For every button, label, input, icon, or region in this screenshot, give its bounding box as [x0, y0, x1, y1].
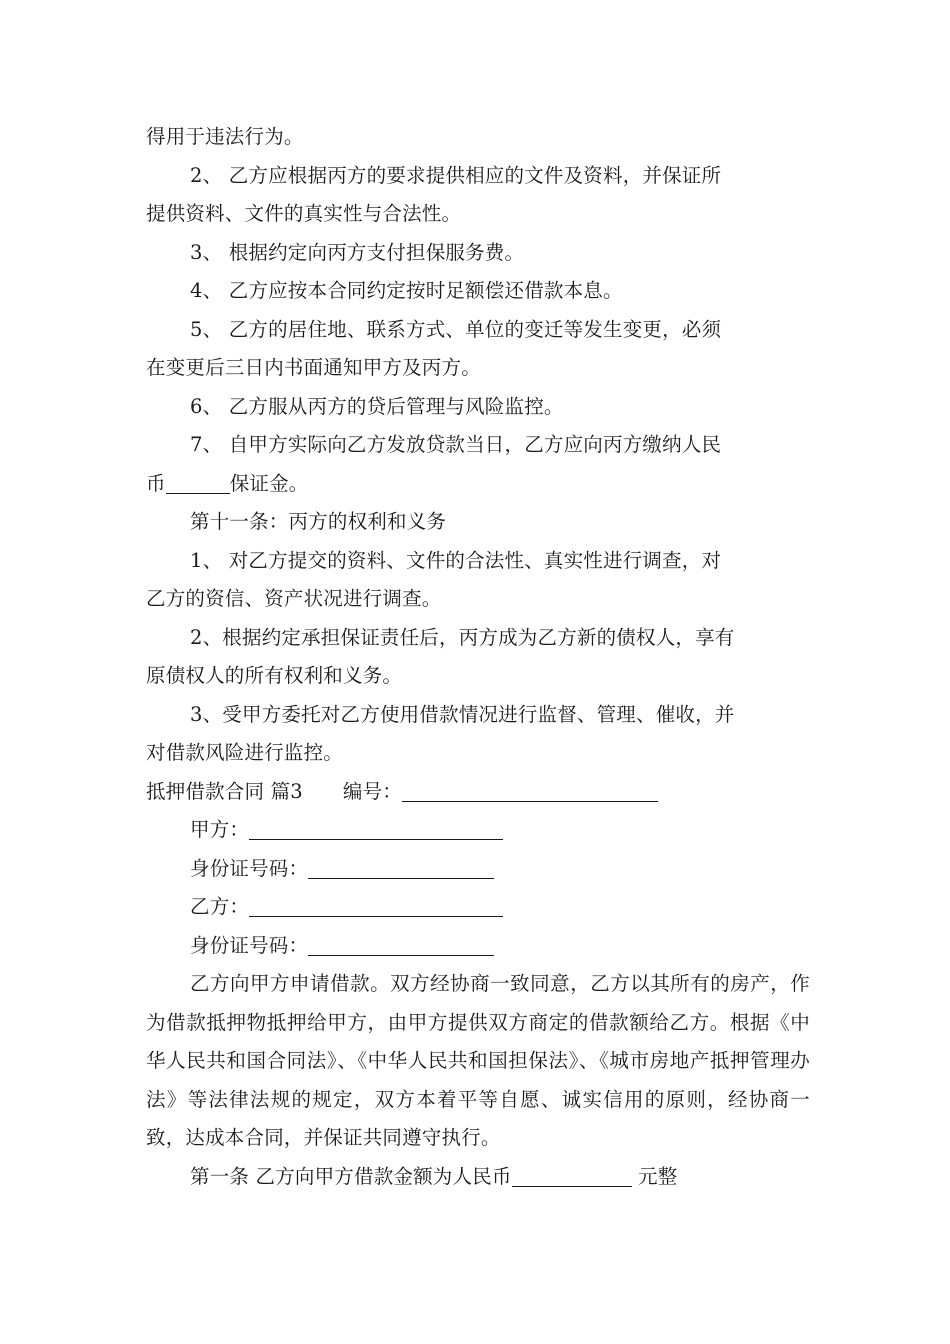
id-b-blank[interactable] [308, 933, 494, 956]
document-body [146, 118, 810, 1196]
party-b-row [146, 888, 810, 927]
clause-6: 6、 乙方服从丙方的贷后管理与风险监控。 [190, 394, 564, 418]
text-line: 原债权人的所有权利和义务。 [146, 664, 403, 687]
article-11-clause-2: 2、根据约定承担保证责任后，丙方成为乙方新的债权人，享有 [190, 625, 735, 649]
clause-5: 5、 乙方的居住地、联系方式、单位的变迁等发生变更，必须 [190, 317, 722, 341]
party-a-label: 甲方： [190, 818, 250, 841]
party-b-blank[interactable] [249, 894, 503, 917]
clause-3: 3、 根据约定向丙方支付担保服务费。 [190, 240, 525, 264]
party-b-label: 乙方： [190, 895, 250, 918]
id-a-row [146, 850, 810, 889]
loan-amount-blank[interactable] [512, 1164, 632, 1187]
id-b-row [146, 927, 810, 966]
party-a-blank[interactable] [249, 817, 503, 840]
id-b-label: 身份证号码： [190, 933, 309, 957]
contract-number-blank[interactable] [402, 779, 658, 802]
text-line: 对借款风险进行监控。 [146, 741, 344, 764]
article-11-clause-1: 1、 对乙方提交的资料、文件的合法性、真实性进行调查，对 [190, 548, 722, 572]
id-a-label: 身份证号码： [190, 856, 309, 880]
clause-7: 7、 自甲方实际向乙方发放贷款当日，乙方应向丙方缴纳人民 [190, 433, 722, 456]
preamble-paragraph: 乙方向甲方申请借款。双方经协商一致同意，乙方以其所有的房产，作为借款抵押物抵押给甲方，由甲方提供双方商定的借款额给乙方。根据《中华人民共和国合同法》、《中华人民共和国担保法》、《城市房地产抵押管理办法》等法律法规的规定，双方本着平等自愿、诚实信用的原则，经协商一致，达成本合同，并保证共同遵守执行。 [146, 972, 810, 1149]
contract-heading [146, 773, 810, 812]
text-line: 得用于违法行为。 [146, 125, 304, 148]
text-line: 在变更后三日内书面通知甲方及丙方。 [146, 356, 481, 379]
article-1 [146, 1158, 810, 1197]
text-fragment: 币 [146, 471, 166, 495]
id-a-blank[interactable] [308, 856, 494, 879]
party-a-row [146, 811, 810, 850]
contract-title: 抵押借款合同 篇3 [146, 779, 303, 803]
article-1-suffix: 元整 [631, 1164, 678, 1188]
article-1-prefix: 第一条 乙方向甲方借款金额为人民币 [190, 1164, 512, 1188]
clause-2: 2、 乙方应根据丙方的要求提供相应的文件及资料，并保证所 [190, 163, 722, 187]
text-line: 乙方的资信、资产状况进行调查。 [146, 587, 442, 610]
contract-number-label: 编号： [342, 779, 403, 803]
article-11-title: 第十一条：丙方的权利和义务 [190, 510, 447, 533]
text-fragment: 保证金。 [229, 471, 309, 495]
text-line: 提供资料、文件的真实性与合法性。 [146, 202, 462, 225]
article-11-clause-3: 3、受甲方委托对乙方使用借款情况进行监督、管理、催收，并 [190, 702, 735, 726]
clause-4: 4、 乙方应按本合同约定按时足额偿还借款本息。 [190, 279, 623, 302]
deposit-line [146, 465, 810, 504]
deposit-amount-blank[interactable] [166, 471, 230, 494]
